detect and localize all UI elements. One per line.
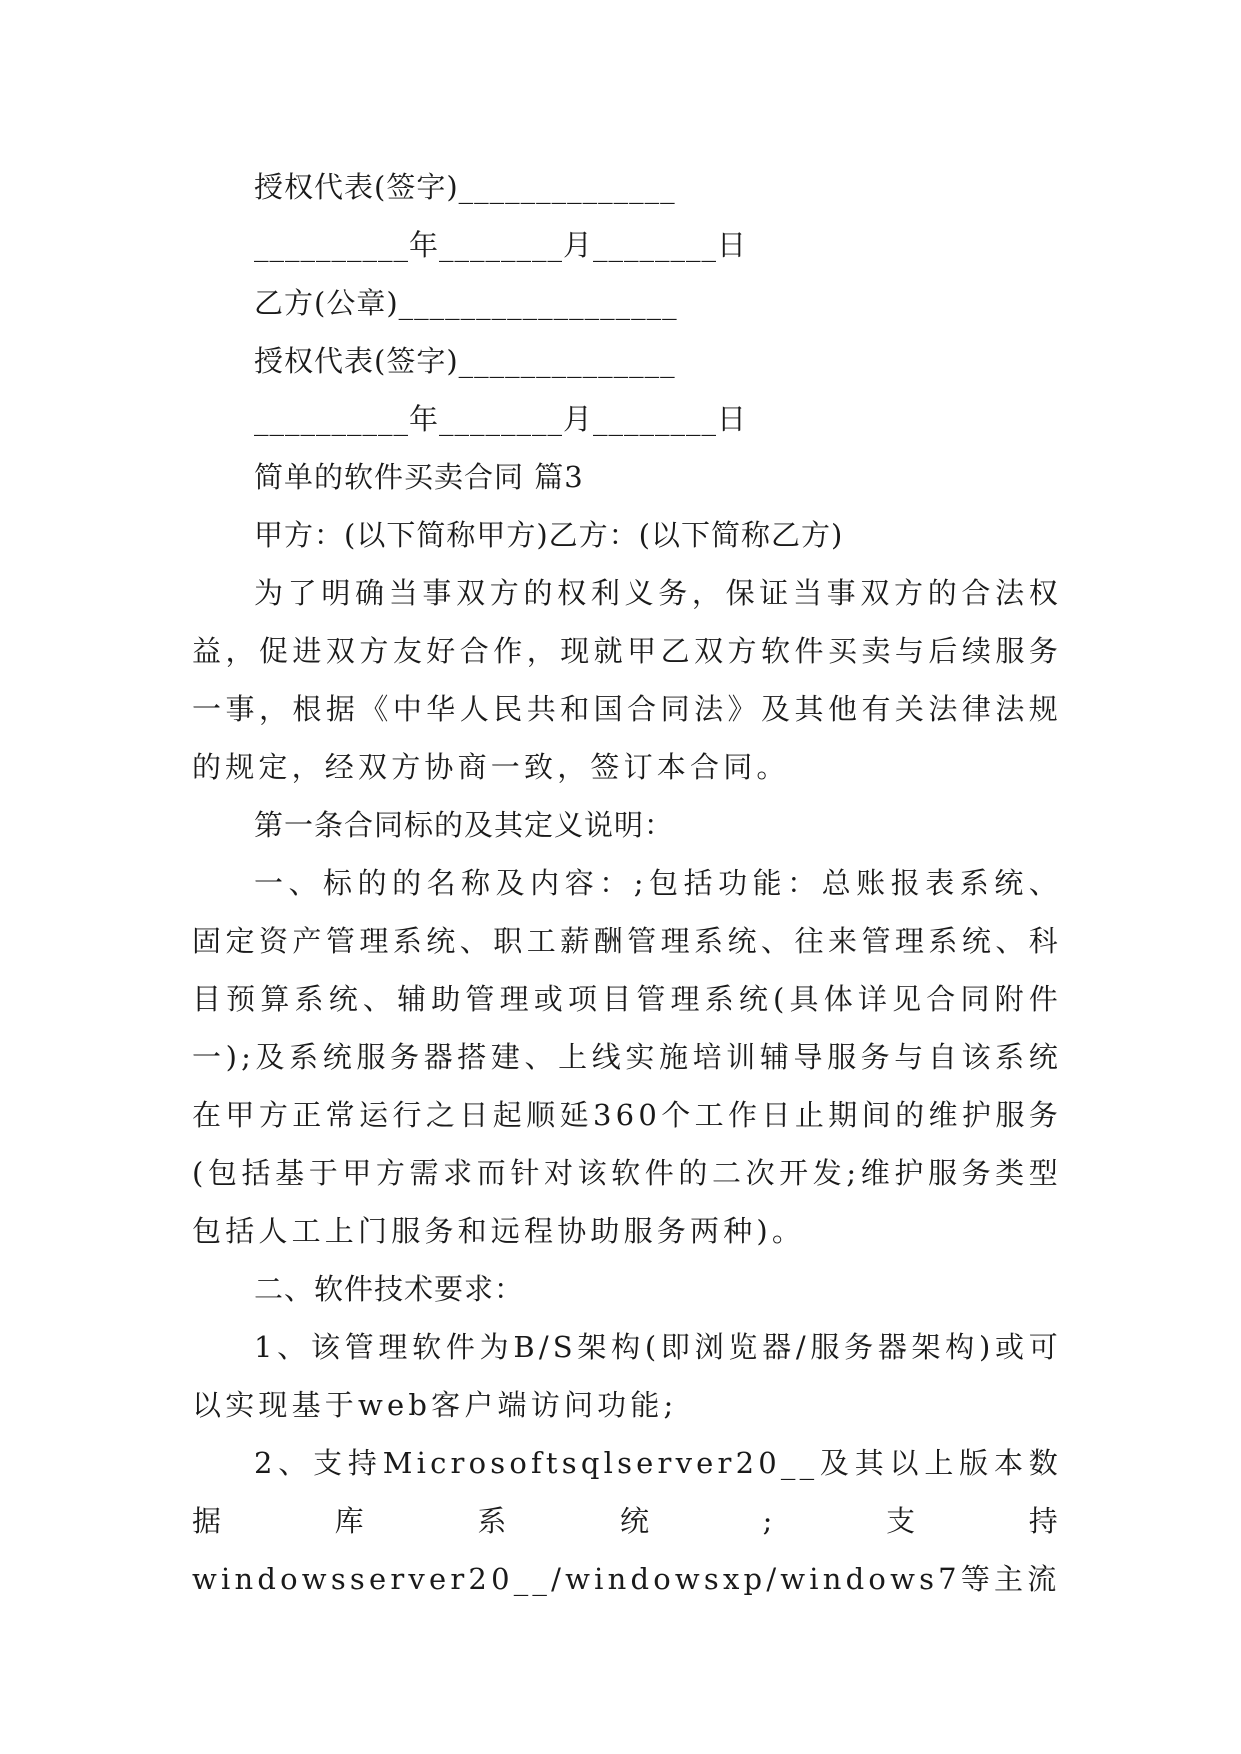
item2-title: 二、软件技术要求： bbox=[254, 1272, 525, 1306]
party-b-seal-line: 乙方(公章)__________________ bbox=[254, 286, 678, 320]
date-line-a: __________年________月________日 bbox=[254, 228, 748, 262]
section-title: 简单的软件买卖合同 篇3 bbox=[254, 460, 584, 494]
intro-paragraph: 为了明确当事双方的权利义务，保证当事双方的合法权益，促进双方友好合作，现就甲乙双方软件买卖与后续服务一事，根据《中华人民共和国合同法》及其他有关法律法规的规定，经双方协商一致，签订本合同。 bbox=[192, 576, 1062, 784]
article1-title: 第一条合同标的及其定义说明： bbox=[254, 808, 675, 842]
rep-sign-line-b: 授权代表(签字)______________ bbox=[254, 344, 676, 378]
rep-sign-line-a: 授权代表(签字)______________ bbox=[254, 170, 676, 204]
document-page bbox=[192, 158, 1062, 1608]
date-line-b: __________年________月________日 bbox=[254, 402, 748, 436]
item1-paragraph: 一、标的的名称及内容：;包括功能：总账报表系统、固定资产管理系统、职工薪酬管理系统、往来管理系统、科目预算系统、辅助管理或项目管理系统(具体详见合同附件一);及系统服务器搭建、上线实施培训辅导服务与自该系统在甲方正常运行之日起顺延360个工作日止期间的维护服务(包括基于甲方需求而针对该软件的二次开发;维护服务类型包括人工上门服务和远程协助服务两种)。 bbox=[192, 866, 1062, 1248]
parties-line: 甲方：(以下简称甲方)乙方：(以下简称乙方) bbox=[254, 518, 844, 552]
requirement2-paragraph: 2、支持Microsoftsqlserver20__及其以上版本数据库系统;支持windowsserver20__/windowsxp/windows7等主流 bbox=[192, 1446, 1062, 1596]
requirement1-paragraph: 1、该管理软件为B/S架构(即浏览器/服务器架构)或可以实现基于web客户端访问功能; bbox=[192, 1330, 1062, 1422]
